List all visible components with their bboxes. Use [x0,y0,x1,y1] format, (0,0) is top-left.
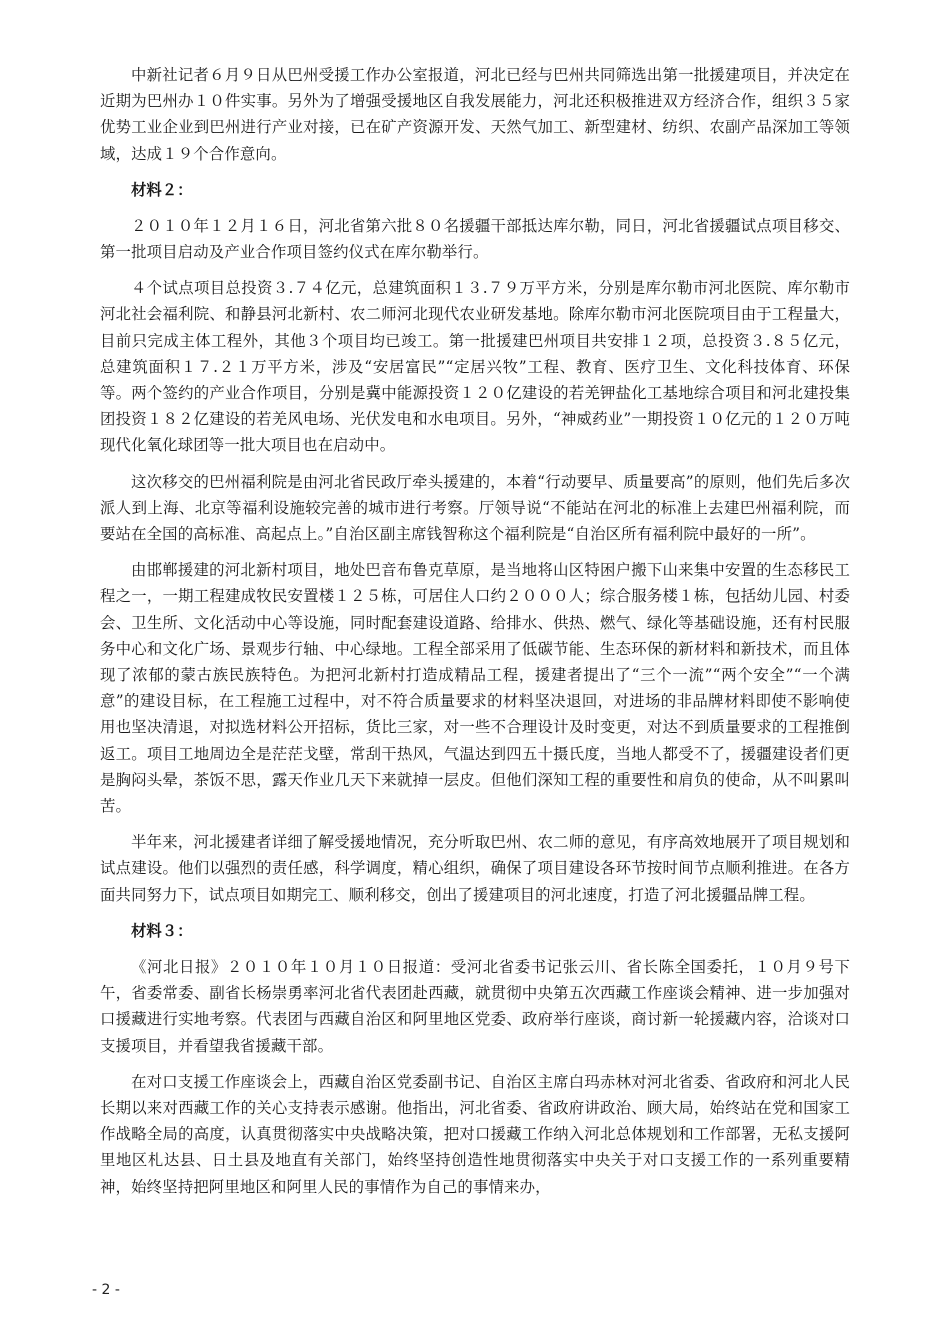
body-paragraph: 这次移交的巴州福利院是由河北省民政厅牵头援建的，本着“行动要早、质量要高”的原则，他们先后多次派人到上海、北京等福利设施较完善的城市进行考察。厅领导说“不能站在河北的标准上去建巴州福利院，而要站在全国的高标准、高起点上。”自治区副主席钱智称这个福利院是“自治区所有福利院中最好的一所”。 [100,472,850,544]
body-paragraph: 半年来，河北援建者详细了解受援地情况，充分听取巴州、农二师的意见，有序高效地展开了项目规划和试点建设。他们以强烈的责任感，科学调度，精心组织，确保了项目建设各环节按时间节点顺利推进。在各方面共同努力下，试点项目如期完工、顺利移交，创出了援建项目的河北速度，打造了河北援疆品牌工程。 [100,833,850,904]
document-body [100,62,850,1210]
body-paragraph: 中新社记者６月９日从巴州受援工作办公室报道，河北已经与巴州共同筛选出第一批援建项目，并决定在近期为巴州办１０件实事。另外为了增强受援地区自我发展能力，河北还积极推进双方经济合作，组织３５家优势工业企业到巴州进行产业对接，已在矿产资源开发、天然气加工、新型建材、纺织、农副产品深加工等领域，达成１９个合作意向。 [100,66,850,163]
body-paragraph: 由邯郸援建的河北新村项目，地处巴音布鲁克草原，是当地将山区特困户搬下山来集中安置的生态移民工程之一，一期工程建成牧民安置楼１２５栋，可居住人口约２０００人；综合服务楼１栋，包括幼儿园、村委会、卫生所、文化活动中心等设施，同时配套建设道路、给排水、供热、燃气、绿化等基础设施，还有村民服务中心和文化广场、景观步行轴、中心绿地。工程全部采用了低碳节能、生态环保的新材料和新技术，而且体现了浓郁的蒙古族民族特色。为把河北新村打造成精品工程，援建者提出了“三个一流”“两个安全”“一个满意”的建设目标，在工程施工过程中，对不符合质量要求的材料坚决退回，对进场的非品牌材料即使不影响使用也坚决清退，对拟选材料公开招标，货比三家，对一些不合理设计及时变更，对达不到质量要求的工程推倒返工。项目工地周边全是茫茫戈壁，常刮干热风，气温达到四五十摄氏度，当地人都受不了，援疆建设者们更是胸闷头晕，茶饭不思，露天作业几天下来就掉一层皮。但他们深知工程的重要性和肩负的使命，从不叫累叫苦。 [100,561,850,816]
section-heading: 材料２： [131,180,193,199]
page-number: - 2 - [92,1282,120,1298]
section-heading: 材料３： [131,921,193,940]
body-paragraph: 在对口支援工作座谈会上，西藏自治区党委副书记、自治区主席白玛赤林对河北省委、省政府和河北人民长期以来对西藏工作的关心支持表示感谢。他指出，河北省委、省政府讲政治、顾大局，始终站在党和国家工作战略全局的高度，认真贯彻落实中央战略决策，把对口援藏工作纳入河北总体规划和工作部署，无私支援阿里地区札达县、日土县及地直有关部门，始终坚持创造性地贯彻落实中央关于对口支援工作的一系列重要精神，始终坚持把阿里地区和阿里人民的事情作为自己的事情来办， [100,1072,850,1196]
body-paragraph: 《河北日报》２０１０年１０月１０日报道：受河北省委书记张云川、省长陈全国委托，１０月９号下午，省委常委、副省长杨崇勇率河北省代表团赴西藏，就贯彻中央第五次西藏工作座谈会精神、进一步加强对口援藏进行实地考察。代表团与西藏自治区和阿里地区党委、政府举行座谈，商讨新一轮援藏内容，洽谈对口支援项目，并看望我省援藏干部。 [100,957,850,1055]
body-paragraph: ２０１０年１２月１６日，河北省第六批８０名援疆干部抵达库尔勒，同日，河北省援疆试点项目移交、第一批项目启动及产业合作项目签约仪式在库尔勒举行。 [100,216,850,262]
body-paragraph: ４个试点项目总投资３.７４亿元，总建筑面积１３.７９万平方米，分别是库尔勒市河北医院、库尔勒市河北社会福利院、和静县河北新村、农二师河北现代农业研发基地。除库尔勒市河北医院项目由于工程量大，目前只完成主体工程外，其他３个项目均已竣工。第一批援建巴州项目共安排１２项，总投资３.８５亿元，总建筑面积１７.２１万平方米，涉及“安居富民”“定居兴牧”工程、教育、医疗卫生、文化科技体育、环保等。两个签约的产业合作项目，分别是冀中能源投资１２０亿建设的若羌钾盐化工基地综合项目和河北建投集团投资１８２亿建设的若羌风电场、光伏发电和水电项目。另外，“神威药业”一期投资１０亿元的１２０万吨现代化氧化球团等一批大项目也在启动中。 [100,279,850,455]
